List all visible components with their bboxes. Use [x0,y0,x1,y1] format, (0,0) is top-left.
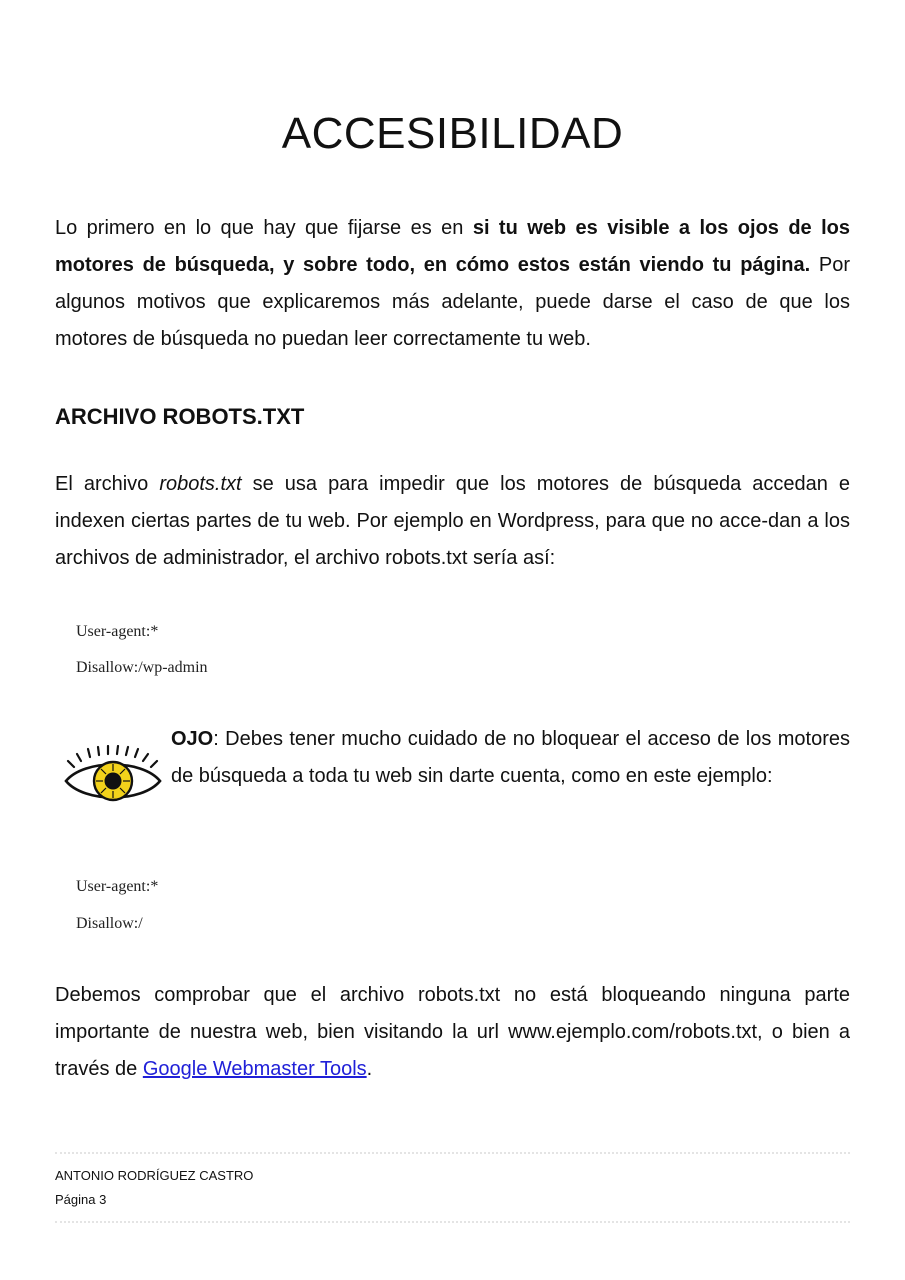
conclusion-tail: . [366,1058,373,1080]
footer-divider-top [55,1152,850,1154]
intro-rest: Por algunos motivos que explicaremos más adelante, puede darse el caso de que los motores de búsqueda no puedan leer correctamente tu web. [55,254,850,350]
code-example-1-line-2: Disallow:/wp-admin [76,659,208,676]
robots-intro-rest: se usa para impedir que los motores de búsqueda accedan e indexen ciertas partes de tu web. Por ejemplo en Wordpress, para que no acce-dan a los archivos de administrador, el archivo robots.txt sería así: [55,473,851,569]
google-webmaster-tools-link[interactable]: Google Webmaster Tools [142,1058,367,1080]
footer-divider-bottom [55,1221,850,1223]
section-heading-robots: ARCHIVO ROBOTS.TXT [55,404,305,429]
robots-intro-paragraph [55,466,850,577]
code-example-2-line-2: Disallow:/ [76,915,143,932]
robots-intro-lead: El archivo [55,473,160,495]
code-example-1-line-1: User-agent:* [76,623,159,640]
page-title: ACCESIBILIDAD [281,109,624,158]
intro-lead: Lo primero en lo que hay que fijarse es en [55,217,473,239]
warning-paragraph [171,721,850,795]
conclusion-lead: Debemos comprobar que el archivo robots.txt no está bloqueando ninguna parte importante de nuestra web, bien visitando la url www.ejemplo.com/robots.txt, o bien a través de [55,984,850,1080]
footer-author: ANTONIO RODRÍGUEZ CASTRO [55,1168,254,1183]
robots-intro-italic: robots.txt [159,473,242,495]
code-example-2-line-1: User-agent:* [76,878,159,895]
footer-page-number: Página 3 [55,1192,107,1207]
intro-bold: si tu web es visible a los ojos de los motores de búsqueda, y sobre todo, en cómo estos están viendo tu página. [55,217,850,276]
warning-label: OJO [171,728,214,750]
intro-paragraph [55,210,850,358]
eye-icon [64,745,162,810]
conclusion-paragraph [55,977,850,1088]
warning-text: : Debes tener mucho cuidado de no bloquear el acceso de los motores de búsqueda a toda tu web sin darte cuenta, como en este ejemplo: [171,728,850,787]
